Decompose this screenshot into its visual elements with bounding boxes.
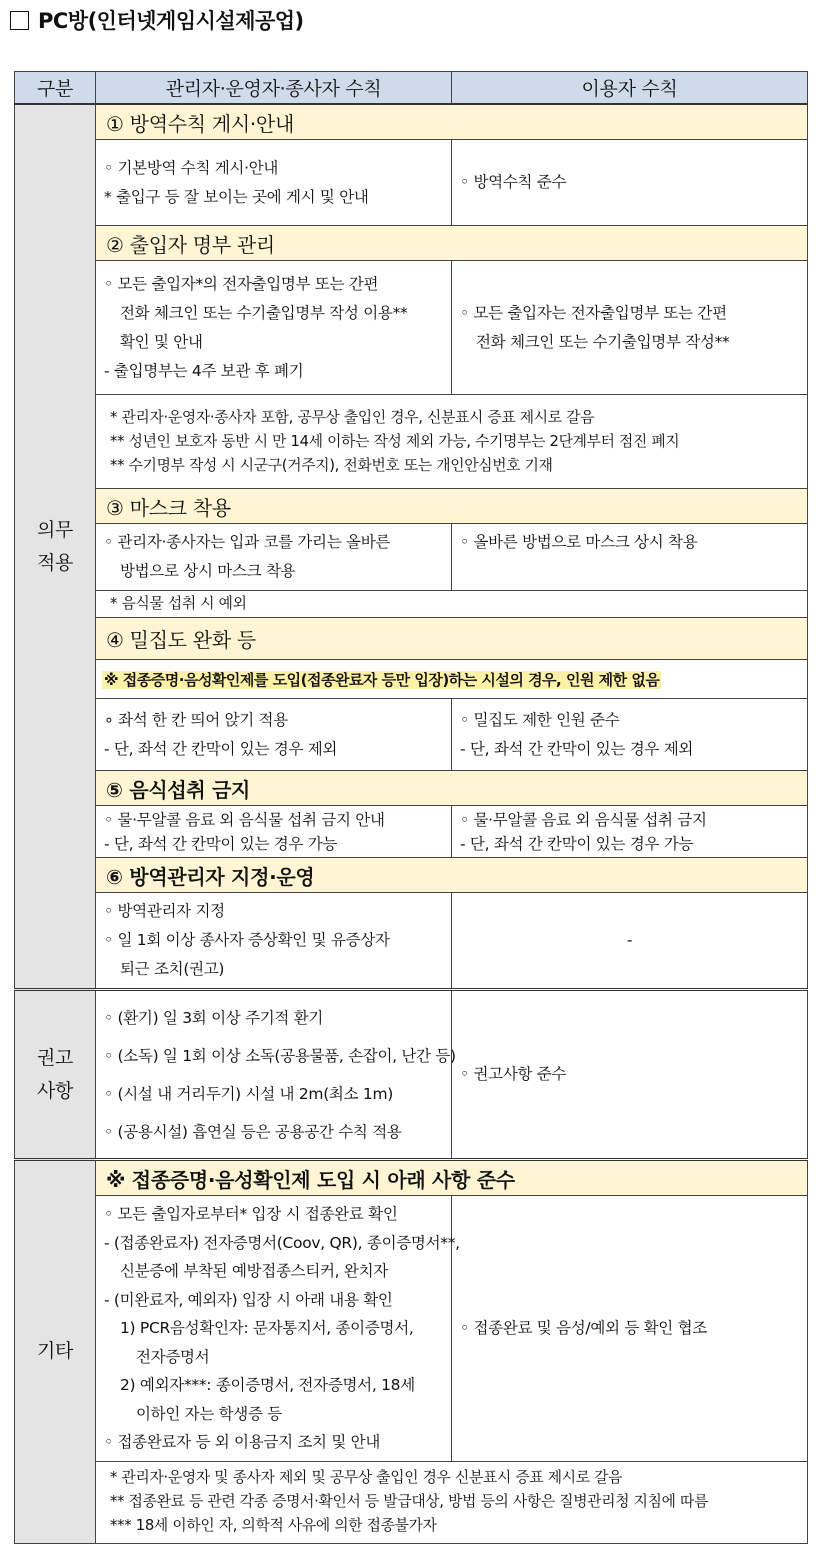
checkbox-square-icon: [10, 11, 29, 30]
s6-user-cell: -: [452, 893, 808, 990]
category-other: 기타: [15, 1160, 96, 1544]
category-mandatory: 의무 적용: [15, 104, 96, 990]
s2-footnotes: * 관리자·운영자·종사자 포함, 공무상 출입인 경우, 신분표시 증표 제시로 갈음 ** 성년인 보호자 동반 시 만 14세 이하는 작성 제외 가능, 수기명부는 2단계부터 점진 폐지 ** 수기명부 작성 시 시군구(거주지), 전화번호 또는 개인안심번호 기재: [96, 395, 808, 489]
s1-user-cell: ◦ 방역수칙 준수: [452, 140, 808, 226]
s4-user-cell: ◦ 밀집도 제한 인원 준수 - 단, 좌석 간 칸막이 있는 경우 제외: [452, 699, 808, 771]
section-title-5: ⑤ 음식섭취 금지: [96, 771, 808, 806]
section-title-other: ※ 접종증명·음성확인제 도입 시 아래 사항 준수: [96, 1160, 808, 1196]
other-footnotes: * 관리자·운영자 및 종사자 제외 및 공무상 출입인 경우 신분표시 증표 제시로 갈음 ** 접종완료 등 관련 각종 증명서·확인서 등 발급대상, 방법 등의 사항은 질병관리청 지침에 따름 *** 18세 이하인 자, 의학적 사유에 의한 접종불가자: [96, 1461, 808, 1543]
other-user-cell: ◦ 접종완료 및 음성/예외 등 확인 협조: [452, 1196, 808, 1462]
s3-user-cell: ◦ 올바른 방법으로 마스크 상시 착용: [452, 524, 808, 591]
s1-staff-cell: ◦ 기본방역 수칙 게시·안내 * 출입구 등 잘 보이는 곳에 게시 및 안내: [96, 140, 452, 226]
section-title-4: ④ 밀집도 완화 등: [96, 618, 808, 660]
s4-staff-cell: ∘ 좌석 한 칸 띄어 앉기 적용 - 단, 좌석 간 칸막이 있는 경우 제외: [96, 699, 452, 771]
s6-staff-cell: ◦ 방역관리자 지정 ◦ 일 1회 이상 종사자 증상확인 및 유증상자 퇴근 조치(권고): [96, 893, 452, 990]
page-title-text: PC방(인터넷게임시설제공업): [38, 9, 304, 33]
section-title-1: ① 방역수칙 게시·안내: [96, 104, 808, 140]
section-title-3: ③ 마스크 착용: [96, 489, 808, 524]
s4-banner: ※ 접종증명·음성확인제를 도입(접종완료자 등만 입장)하는 시설의 경우, 인원 제한 없음: [96, 660, 808, 699]
header-staff-rules: 관리자·운영자·종사자 수칙: [96, 72, 452, 105]
other-staff-cell: ◦ 모든 출입자로부터* 입장 시 접종완료 확인 - (접종완료자) 전자증명서(Coov, QR), 종이증명서**, 신분증에 부착된 예방접종스티커, 완치자 - (미완료자, 예외자) 입장 시 아래 내용 확인 1) PCR음성확인자: 문자통지서, 종이증명서, 전자증명서 2) 예외자***: 종이증명서, 전자증명서, 18세 이하인 자는 학생증 등 ◦ 접종완료자 등 외 이용금지 조치 및 안내: [96, 1196, 452, 1462]
section-title-6: ⑥ 방역관리자 지정·운영: [96, 858, 808, 893]
s5-staff-cell: ◦ 물·무알콜 음료 외 음식물 섭취 금지 안내 - 단, 좌석 간 칸막이 있는 경우 가능: [96, 806, 452, 858]
header-user-rules: 이용자 수칙: [452, 72, 808, 105]
s3-staff-cell: ◦ 관리자·종사자는 입과 코를 가리는 올바른 방법으로 상시 마스크 착용: [96, 524, 452, 591]
page-title: [10, 4, 304, 36]
rules-table: [14, 71, 808, 1544]
s3-footnote: * 음식물 섭취 시 예외: [96, 591, 808, 618]
s2-staff-cell: ◦ 모든 출입자*의 전자출입명부 또는 간편 전화 체크인 또는 수기출입명부 작성 이용** 확인 및 안내 - 출입명부는 4주 보관 후 폐기: [96, 261, 452, 395]
section-title-2: ② 출입자 명부 관리: [96, 226, 808, 261]
category-recommended: 권고 사항: [15, 990, 96, 1160]
recommended-staff-cell: ◦ (환기) 일 3회 이상 주기적 환기 ◦ (소독) 일 1회 이상 소독(공용물품, 손잡이, 난간 등) ◦ (시설 내 거리두기) 시설 내 2m(최소 1m) ◦ (공용시설) 흡연실 등은 공용공간 수칙 적용: [96, 990, 452, 1160]
header-row: [15, 72, 808, 105]
recommended-user-cell: ◦ 권고사항 준수: [452, 990, 808, 1160]
header-category: 구분: [15, 72, 96, 105]
s5-user-cell: ◦ 물·무알콜 음료 외 음식물 섭취 금지 - 단, 좌석 간 칸막이 있는 경우 가능: [452, 806, 808, 858]
s2-user-cell: ◦ 모든 출입자는 전자출입명부 또는 간편 전화 체크인 또는 수기출입명부 작성**: [452, 261, 808, 395]
